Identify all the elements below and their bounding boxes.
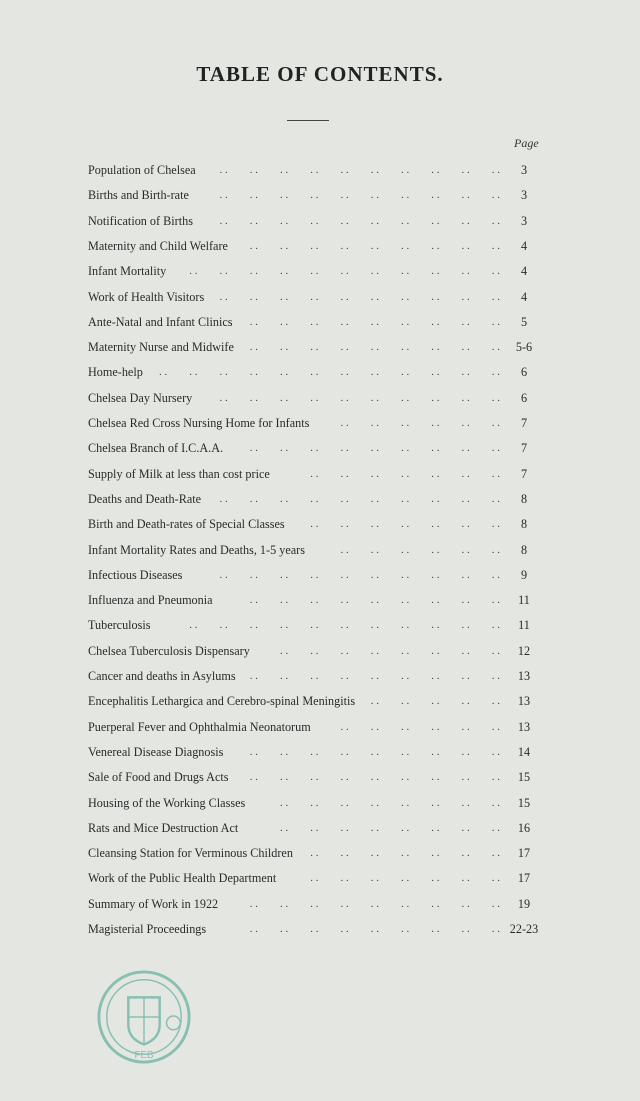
toc-entry-page: 4 [520,289,528,304]
dot-leader: . . . . . . . . . . . . . . . . [280,796,500,809]
dot-leader: . . . . . . . . . . . . . . . . [280,821,500,834]
dot-leader: . . . . . . . . . . . . [340,417,500,429]
dot-leader: . . . . . . . . . . . . . . [310,847,500,860]
toc-entry-label: Chelsea Red Cross Nursing Home for Infants [88,416,310,430]
toc-entry-label: Influenza and Pneumonia [88,593,213,608]
toc-entry [88,641,548,661]
page-title: TABLE OF CONTENTS. [196,62,444,86]
dot-leader: . . . . . . . . . . . . [340,543,500,556]
toc-entry-page: 3 [520,213,528,228]
toc-entry-page: 11 [518,593,530,608]
toc-entry-label: Infant Mortality [88,264,167,279]
toc-entry [88,160,548,180]
toc-entry-page: 5-6 [515,340,533,355]
dot-leader: . . . . . . . . . . . . . . [310,467,500,480]
toc-entry [88,514,548,534]
toc-entry-page: 3 [520,163,528,177]
toc-entry-label: Venereal Disease Diagnosis [88,744,224,759]
toc-entry-page: 17 [517,871,531,886]
toc-entry-page: 19 [517,896,531,911]
toc-entry [88,287,548,307]
toc-entry-label: Puerperal Fever and Ophthalmia Neonatorum [88,719,311,734]
toc-entry [88,919,548,939]
toc-entry-label: Encephalitis Lethargica and Cerebro-spinal Meningitis [88,694,356,709]
toc-entry [88,767,548,787]
toc-entry-page: 12 [517,643,531,658]
toc-entry [88,540,548,560]
page-column-header: Page [514,136,539,150]
toc-entry-label: Work of Health Visitors [88,289,205,304]
toc-entry-label: Magisterial Proceedings [88,922,207,936]
toc-entry [88,337,548,357]
toc-entry-label: Rats and Mice Destruction Act [88,820,239,835]
toc-entry [88,717,548,737]
toc-entry-page: 13 [517,694,531,709]
dot-leader: . . . . . . . . . . . . . . . . . . [249,239,500,252]
toc-entry-label: Notification of Births [88,213,193,228]
toc-entry [88,590,548,610]
dot-leader: . . . . . . . . . . . . . . . . . . [249,897,500,910]
toc-entry-label: Population of Chelsea [88,163,196,177]
dot-leader: . . . . . . . . . . . . . . . . . . . . [219,189,500,202]
dot-leader: . . . . . . . . . . . . . . . . [280,644,500,657]
toc-entry [88,388,548,408]
toc-entry [88,362,548,382]
dot-leader: . . . . . . . . . . . . . . . . . . [249,315,500,328]
toc-entry-page: 16 [517,820,531,835]
toc-entry-label: Deaths and Death-Rate [88,491,202,506]
toc-entry-label: Sale of Food and Drugs Acts [88,770,229,785]
dot-leader: . . . . . . . . . . . . . . [310,518,500,531]
toc-entry-page: 3 [520,188,528,203]
dot-leader: . . . . . . . . . . [370,695,500,708]
toc-entry-page: 15 [517,770,531,785]
toc-entry [88,489,548,509]
toc-entry-page: 7 [520,416,528,430]
toc-entry-page: 17 [517,846,531,861]
toc-entry-page: 5 [520,314,528,329]
dot-leader: . . . . . . . . . . . . . . . . . . . . [219,391,500,404]
toc-entry [88,236,548,256]
toc-entry-label: Tuberculosis [88,618,151,633]
dot-leader: . . . . . . . . . . . . . . . . . . . . . . [189,619,500,632]
dot-leader: . . . . . . . . . . . . . . . . . . [249,771,500,784]
dot-leader: . . . . . . . . . . . . . . [310,872,500,885]
toc-entry-label: Home-help [88,365,143,380]
toc-entry [88,413,548,433]
toc-entry-page: 13 [517,669,531,683]
toc-entry-label: Chelsea Tuberculosis Dispensary [88,643,250,658]
toc-entry-page: 8 [520,517,528,532]
dot-leader: . . . . . . . . . . . . . . . . . . [249,670,500,682]
toc-entry-label: Cancer and deaths in Asylums [88,669,236,683]
toc-entry [88,843,548,863]
toc-entry-page: 15 [517,795,531,810]
toc-entry-label: Cleansing Station for Verminous Children [88,846,293,861]
toc-entry-label: Infectious Diseases [88,567,183,582]
toc-entry [88,793,548,813]
dot-leader: . . . . . . . . . . . . . . . . . . . . [219,164,500,176]
dot-leader: . . . . . . . . . . . . . . . . . . [249,442,500,455]
stamp-date-label: FEB [134,1050,154,1062]
toc-entry-label: Births and Birth-rate [88,188,189,203]
toc-entry [88,185,548,205]
library-stamp-icon [95,968,193,1066]
toc-entry-page: 9 [520,567,528,582]
dot-leader: . . . . . . . . . . . . . . . . . . . . [219,214,500,227]
toc-entry-label: Supply of Milk at less than cost price [88,466,270,481]
toc-entry-page: 6 [520,365,528,380]
dot-leader: . . . . . . . . . . . . . . . . . . [249,923,500,935]
dot-leader: . . . . . . . . . . . . . . . . . . . . . . . . [159,366,500,379]
title-rule [287,120,329,121]
toc-entry-page: 22-23 [509,922,539,936]
toc-entry-page: 13 [517,719,531,734]
toc-entry-label: Housing of the Working Classes [88,795,246,810]
toc-entry-label: Birth and Death-rates of Special Classes [88,517,285,532]
toc-entry [88,312,548,332]
toc-entry [88,742,548,762]
toc-entry-page: 14 [517,744,531,759]
toc-entry [88,565,548,585]
toc-entry-label: Chelsea Branch of I.C.A.A. [88,441,224,456]
toc-entry [88,868,548,888]
toc-entry-page: 4 [520,264,528,279]
toc-entry-label: Ante-Natal and Infant Clinics [88,314,233,329]
toc-entry [88,438,548,458]
dot-leader: . . . . . . . . . . . . . . . . . . [249,594,500,607]
toc-entry [88,894,548,914]
toc-entry-page: 7 [520,466,528,481]
toc-entry [88,666,548,686]
dot-leader: . . . . . . . . . . . . . . . . . . [249,341,500,354]
toc-entry-label: Maternity and Child Welfare [88,238,228,253]
toc-entry [88,615,548,635]
toc-entry-label: Work of the Public Health Department [88,871,277,886]
toc-entry [88,691,548,711]
dot-leader: . . . . . . . . . . . . . . . . . . . . [219,290,500,303]
toc-entry-page: 7 [520,441,528,456]
toc-entry [88,464,548,484]
toc-entry-label: Infant Mortality Rates and Deaths, 1-5 years [88,542,305,557]
toc-entry-page: 8 [520,491,528,506]
toc-entry [88,211,548,231]
toc-entry-page: 6 [520,390,528,405]
toc-entry-page: 8 [520,542,528,557]
toc-entry [88,818,548,838]
dot-leader: . . . . . . . . . . . . . . . . . . . . . . [189,265,500,278]
dot-leader: . . . . . . . . . . . . . . . . . . . . [219,492,500,505]
toc-entry-page: 11 [518,618,530,633]
toc-entry-label: Chelsea Day Nursery [88,390,193,405]
toc-entry [88,261,548,281]
dot-leader: . . . . . . . . . . . . . . . . . . . . [219,568,500,581]
toc-entry-label: Maternity Nurse and Midwife [88,340,234,355]
toc-entry-label: Summary of Work in 1922 [88,896,219,911]
dot-leader: . . . . . . . . . . . . [340,720,500,733]
toc-entry-page: 4 [520,238,528,253]
dot-leader: . . . . . . . . . . . . . . . . . . [249,745,500,758]
